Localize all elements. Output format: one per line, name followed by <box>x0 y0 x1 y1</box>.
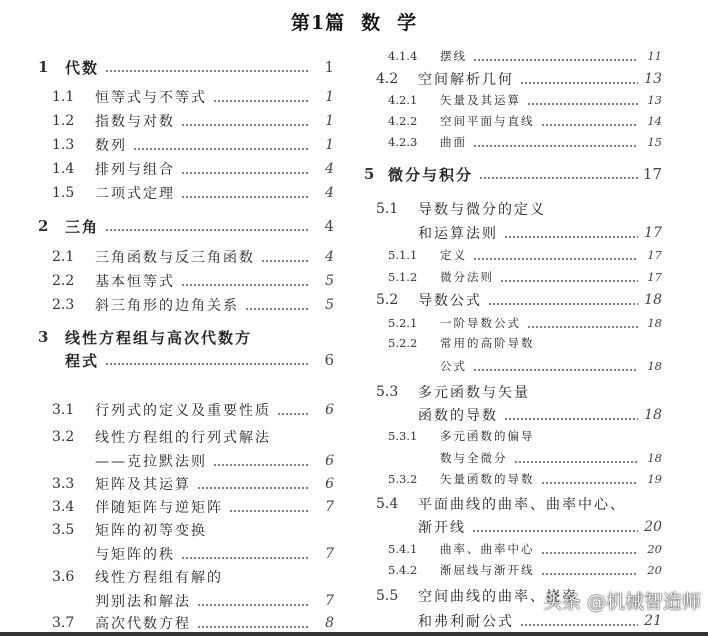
dot-leader <box>197 604 310 606</box>
entry-page-number: 13 <box>647 93 662 107</box>
dot-leader <box>520 82 638 84</box>
entry-title: 斜三角形的边角关系 <box>95 298 239 314</box>
entry-number: 3.2 <box>52 429 75 445</box>
entry-page-number: 20 <box>647 542 662 556</box>
dot-leader <box>504 418 638 420</box>
entry-title: 公式 <box>440 359 467 373</box>
entry-title: 摆线 <box>440 49 467 63</box>
entry-number: 4.2.3 <box>388 135 418 149</box>
entry-page-number: 18 <box>647 316 662 330</box>
entry-page-number: 19 <box>647 472 662 486</box>
entry-title: 三角 <box>65 217 100 236</box>
entry-title: 矢量函数的导数 <box>440 472 535 486</box>
subject-char-1: 数 <box>361 12 382 34</box>
entry-title: 二项式定理 <box>95 186 175 202</box>
entry-number: 5.1 <box>376 201 399 217</box>
entry-number: 5.2 <box>376 292 399 308</box>
entry-title: 一阶导数公式 <box>440 316 521 330</box>
entry-title: 多元函数的偏导 <box>440 429 535 443</box>
entry-page-number: 6 <box>325 453 334 469</box>
entry-page-number: 1 <box>325 137 334 153</box>
dot-leader <box>229 510 310 512</box>
entry-title: ——克拉默法则 <box>95 454 207 470</box>
entry-number: 2.2 <box>52 273 75 289</box>
entry-number: 5.4.2 <box>388 563 418 577</box>
entry-number: 3.5 <box>52 522 75 538</box>
entry-number: 5.5 <box>376 588 399 604</box>
entry-page-number: 11 <box>647 49 662 63</box>
entry-page-number: 1 <box>325 113 334 129</box>
entry-number: 4.2.1 <box>388 93 418 107</box>
dot-leader <box>277 413 310 415</box>
entry-number: 2 <box>38 217 49 235</box>
entry-title: 程式 <box>65 351 100 370</box>
entry-page-number: 6 <box>325 476 334 492</box>
entry-page-number: 18 <box>644 292 662 308</box>
dot-leader <box>473 145 638 147</box>
entry-title: 恒等式与不等式 <box>95 90 207 106</box>
subject-char-2: 学 <box>397 12 418 34</box>
entry-number: 3.3 <box>52 476 75 492</box>
entry-title: 渐屈线与渐开线 <box>440 563 535 577</box>
entry-number: 3.4 <box>52 499 75 515</box>
entry-title: 多元函数与矢量 <box>418 385 530 401</box>
entry-page-number: 17 <box>644 225 662 241</box>
entry-page-number: 18 <box>647 359 662 373</box>
entry-title: 导数公式 <box>418 293 482 309</box>
entry-title: 和弗利耐公式 <box>418 614 514 630</box>
entry-page-number: 1 <box>324 58 334 76</box>
entry-title: 数列 <box>95 138 127 154</box>
dot-leader <box>197 487 310 489</box>
dot-leader <box>261 260 310 262</box>
entry-title: 高次代数方程 <box>95 616 191 632</box>
entry-title: 排列与组合 <box>95 162 175 178</box>
entry-number: 5.2.2 <box>388 336 418 350</box>
dot-leader <box>181 172 310 174</box>
entry-title: 数与全微分 <box>440 451 508 465</box>
entry-title: 曲面 <box>440 135 467 149</box>
entry-number: 1.3 <box>52 137 75 153</box>
entry-page-number: 7 <box>325 499 334 515</box>
entry-number: 1 <box>38 58 49 76</box>
dot-leader <box>527 326 638 328</box>
entry-title: 空间解析几何 <box>418 72 514 88</box>
entry-page-number: 4 <box>324 217 334 235</box>
entry-page-number: 13 <box>644 71 662 87</box>
dot-leader <box>541 573 639 575</box>
entry-page-number: 5 <box>325 273 334 289</box>
entry-title: 矢量及其运算 <box>440 93 521 107</box>
entry-number: 4.2 <box>376 71 399 87</box>
entry-number: 4.1.4 <box>388 49 418 63</box>
entry-page-number: 21 <box>644 613 662 629</box>
dot-leader <box>473 369 638 371</box>
page-title <box>0 8 708 35</box>
dot-leader <box>472 530 638 532</box>
entry-page-number: 5 <box>325 297 334 313</box>
dot-leader <box>541 552 639 554</box>
dot-leader <box>105 229 310 231</box>
dot-leader <box>245 308 310 310</box>
entry-number: 2.3 <box>52 297 75 313</box>
entry-title: 线性方程组的行列式解法 <box>95 430 271 446</box>
dot-leader <box>181 196 310 198</box>
entry-title: 矩阵及其运算 <box>95 477 191 493</box>
entry-title: 微分法则 <box>440 270 494 284</box>
entry-number: 5.2.1 <box>388 316 418 330</box>
dot-leader <box>500 280 638 282</box>
entry-title: 三角函数与反三角函数 <box>95 250 255 266</box>
entry-page-number: 15 <box>647 135 662 149</box>
entry-page-number: 4 <box>325 161 334 177</box>
entry-title: 伴随矩阵与逆矩阵 <box>95 500 223 516</box>
dot-leader <box>527 103 638 105</box>
entry-title: 空间曲线的曲率、挠率 <box>418 589 578 605</box>
dot-leader <box>105 70 310 72</box>
entry-page-number: 17 <box>642 165 662 183</box>
entry-title: 渐开线 <box>418 520 466 536</box>
entry-page-number: 18 <box>647 451 662 465</box>
entry-title: 基本恒等式 <box>95 274 175 290</box>
entry-page-number: 14 <box>647 114 662 128</box>
entry-page-number: 4 <box>325 249 334 265</box>
dot-leader <box>504 236 638 238</box>
entry-number: 1.2 <box>52 113 75 129</box>
entry-number: 4.2.2 <box>388 114 418 128</box>
dot-leader <box>105 363 310 365</box>
entry-title: 代数 <box>65 58 100 77</box>
entry-title: 微分与积分 <box>388 165 474 184</box>
dot-leader <box>197 626 310 628</box>
dot-leader <box>541 482 639 484</box>
bottom-bar <box>0 632 708 636</box>
entry-page-number: 6 <box>325 402 334 418</box>
entry-number: 3.6 <box>52 569 75 585</box>
entry-number: 5.3.2 <box>388 472 418 486</box>
dot-leader <box>181 284 310 286</box>
entry-page-number: 18 <box>644 407 662 423</box>
entry-title: 矩阵的初等变换 <box>95 523 207 539</box>
entry-title: 定义 <box>440 248 467 262</box>
entry-number: 5.4 <box>376 496 399 512</box>
entry-title: 常用的高阶导数 <box>440 336 535 350</box>
entry-title: 函数的导数 <box>418 408 498 424</box>
entry-page-number: 7 <box>325 546 334 562</box>
watermark: 头条 @机械智造师 <box>543 591 702 613</box>
dot-leader <box>133 148 310 150</box>
entry-page-number: 1 <box>325 89 334 105</box>
entry-number: 5.3.1 <box>388 429 418 443</box>
entry-number: 2.1 <box>52 249 75 265</box>
entry-title: 平面曲线的曲率、曲率中心、 <box>418 497 626 513</box>
entry-number: 1.4 <box>52 161 75 177</box>
entry-title: 和运算法则 <box>418 226 498 242</box>
entry-title: 空间平面与直线 <box>440 114 535 128</box>
entry-title: 判别法和解法 <box>95 594 191 610</box>
entry-page-number: 17 <box>647 248 662 262</box>
entry-title: 线性方程组与高次代数方 <box>65 328 253 347</box>
entry-page-number: 7 <box>325 593 334 609</box>
entry-number: 3.1 <box>52 402 75 418</box>
entry-page-number: 20 <box>647 563 662 577</box>
entry-number: 5 <box>364 165 375 183</box>
entry-number: 3.7 <box>52 615 75 631</box>
entry-number: 5.4.1 <box>388 542 418 556</box>
dot-leader <box>479 177 638 179</box>
dot-leader <box>473 258 638 260</box>
entry-title: 指数与对数 <box>95 114 175 130</box>
dot-leader <box>514 461 639 463</box>
entry-title: 导数与微分的定义 <box>418 202 546 218</box>
dot-leader <box>181 557 310 559</box>
entry-number: 5.3 <box>376 384 399 400</box>
entry-page-number: 20 <box>644 519 662 535</box>
dot-leader <box>520 624 638 626</box>
entry-number: 1.1 <box>52 89 75 105</box>
entry-number: 3 <box>38 328 49 346</box>
entry-title: 行列式的定义及重要性质 <box>95 403 271 419</box>
entry-number: 5.1.1 <box>388 248 418 262</box>
entry-page-number: 8 <box>325 615 334 631</box>
entry-page-number: 17 <box>647 270 662 284</box>
entry-number: 1.5 <box>52 185 75 201</box>
entry-title: 与矩阵的秩 <box>95 547 175 563</box>
entry-page-number: 6 <box>324 351 334 369</box>
dot-leader <box>181 124 310 126</box>
entry-title: 线性方程组有解的 <box>95 570 223 586</box>
entry-number: 5.1.2 <box>388 270 418 284</box>
entry-page-number: 4 <box>325 185 334 201</box>
entry-title: 曲率、曲率中心 <box>440 542 535 556</box>
part-label: 第1篇 <box>290 12 346 34</box>
dot-leader <box>488 303 638 305</box>
dot-leader <box>213 100 310 102</box>
dot-leader <box>473 59 638 61</box>
dot-leader <box>541 124 639 126</box>
dot-leader <box>213 464 310 466</box>
